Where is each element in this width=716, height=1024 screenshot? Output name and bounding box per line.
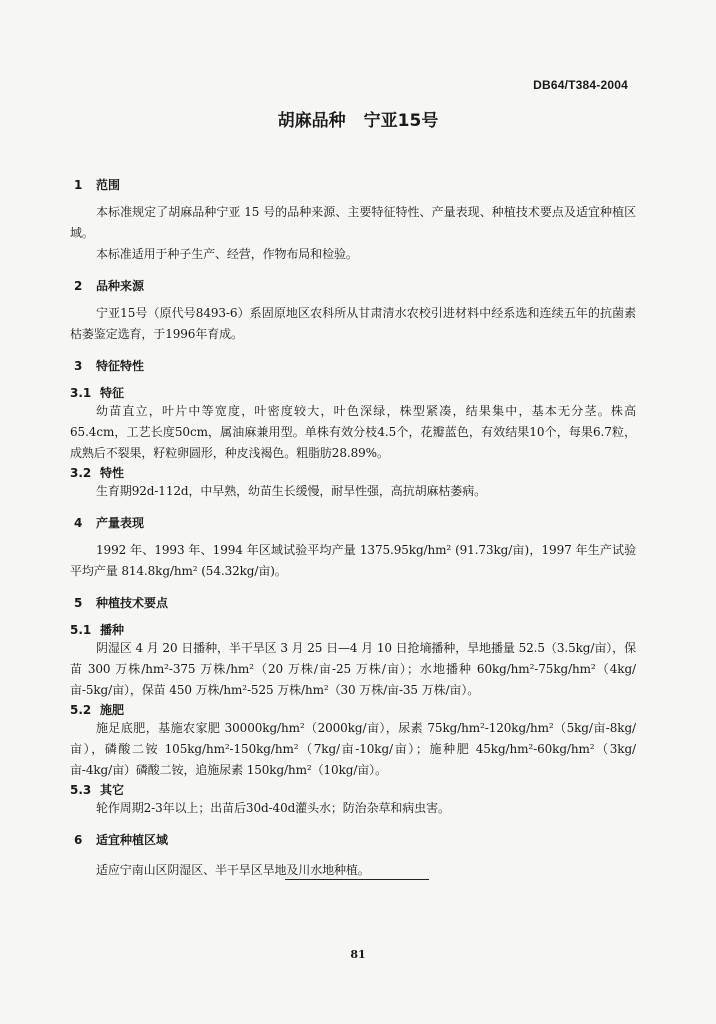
section-heading-6: 6 适宜种植区域	[74, 833, 169, 847]
subsection-heading-5-1: 5.1 播种	[70, 623, 125, 637]
subsection-heading-5-2: 5.2 施肥	[70, 703, 125, 717]
subsection-5-2-paragraph: 施足底肥，基施农家肥 30000kg/hm²（2000kg/亩），尿素 75kg/hm²-120kg/hm²（5kg/亩-8kg/亩），磷酸二铵 105kg/hm²-150kg/hm²（7kg/亩-10kg/亩）；施种肥 45kg/hm²-60kg/hm²（3kg/亩-4kg/亩）磷酸二铵，追施尿素 150kg/hm²（10kg/亩）。	[70, 721, 636, 777]
section-1-paragraph-2: 本标准适用于种子生产、经营，作物布局和检验。	[96, 247, 358, 261]
section-heading-1: 1 范围	[74, 178, 121, 192]
end-divider	[285, 879, 429, 880]
subsection-5-3-paragraph: 轮作周期2-3年以上；出苗后30d-40d灌头水；防治杂草和病虫害。	[96, 801, 450, 815]
section-4-paragraph-1: 1992 年、1993 年、1994 年区域试验平均产量 1375.95kg/hm² (91.73kg/亩)，1997 年生产试验平均产量 814.8kg/hm² (54.32kg/亩)。	[70, 543, 636, 578]
title-part1: 胡麻品种	[277, 111, 346, 131]
subsection-heading-3-2: 3.2 特性	[70, 466, 125, 480]
section-heading-3: 3 特征特性	[74, 359, 145, 373]
page-number: 81	[350, 948, 366, 961]
subsection-5-1-paragraph: 阴湿区 4 月 20 日播种，半干旱区 3 月 25 日—4 月 10 日抢墒播种，旱地播量 52.5（3.5kg/亩），保苗 300 万株/hm²-375 万株/hm²（20 万株/亩-25 万株/亩）；水地播种 60kg/hm²-75kg/hm²（4kg/亩-5kg/亩），保苗 450 万株/hm²-525 万株/hm²（30 万株/亩-35 万株/亩）。	[70, 641, 636, 697]
subsection-heading-3-1: 3.1 特征	[70, 386, 125, 400]
section-2-paragraph-1: 宁亚15号（原代号8493-6）系固原地区农科所从甘肃清水农校引进材料中经系选和连续五年的抗菌素枯萎鉴定选育，于1996年育成。	[70, 306, 636, 341]
standard-code: DB64/T384-2004	[533, 78, 628, 92]
section-heading-5: 5 种植技术要点	[74, 596, 169, 610]
subsection-3-2-paragraph: 生育期92d-112d，中早熟，幼苗生长缓慢，耐旱性强，高抗胡麻枯萎病。	[96, 484, 486, 498]
title-part2: 宁亚15号	[363, 111, 439, 131]
subsection-3-1-paragraph: 幼苗直立，叶片中等宽度，叶密度较大，叶色深绿，株型紧凑，结果集中，基本无分茎。株高65.4cm，工艺长度50cm，属油麻兼用型。单株有效分枝4.5个，花瓣蓝色，有效结果10个，每果6.7粒，成熟后不裂果，籽粒卵圆形，种皮浅褐色。粗脂肪28.89%。	[70, 404, 636, 460]
subsection-heading-5-3: 5.3 其它	[70, 783, 125, 797]
document-body	[70, 168, 636, 881]
section-heading-4: 4 产量表现	[74, 516, 145, 530]
section-1-paragraph-1: 本标准规定了胡麻品种宁亚 15 号的品种来源、主要特征特性、产量表现、种植技术要点及适宜种植区域。	[70, 205, 636, 240]
section-6-paragraph-1: 适应宁南山区阴湿区、半干旱区旱地及川水地种植。	[96, 863, 370, 877]
document-title	[0, 106, 716, 131]
section-heading-2: 2 品种来源	[74, 279, 145, 293]
